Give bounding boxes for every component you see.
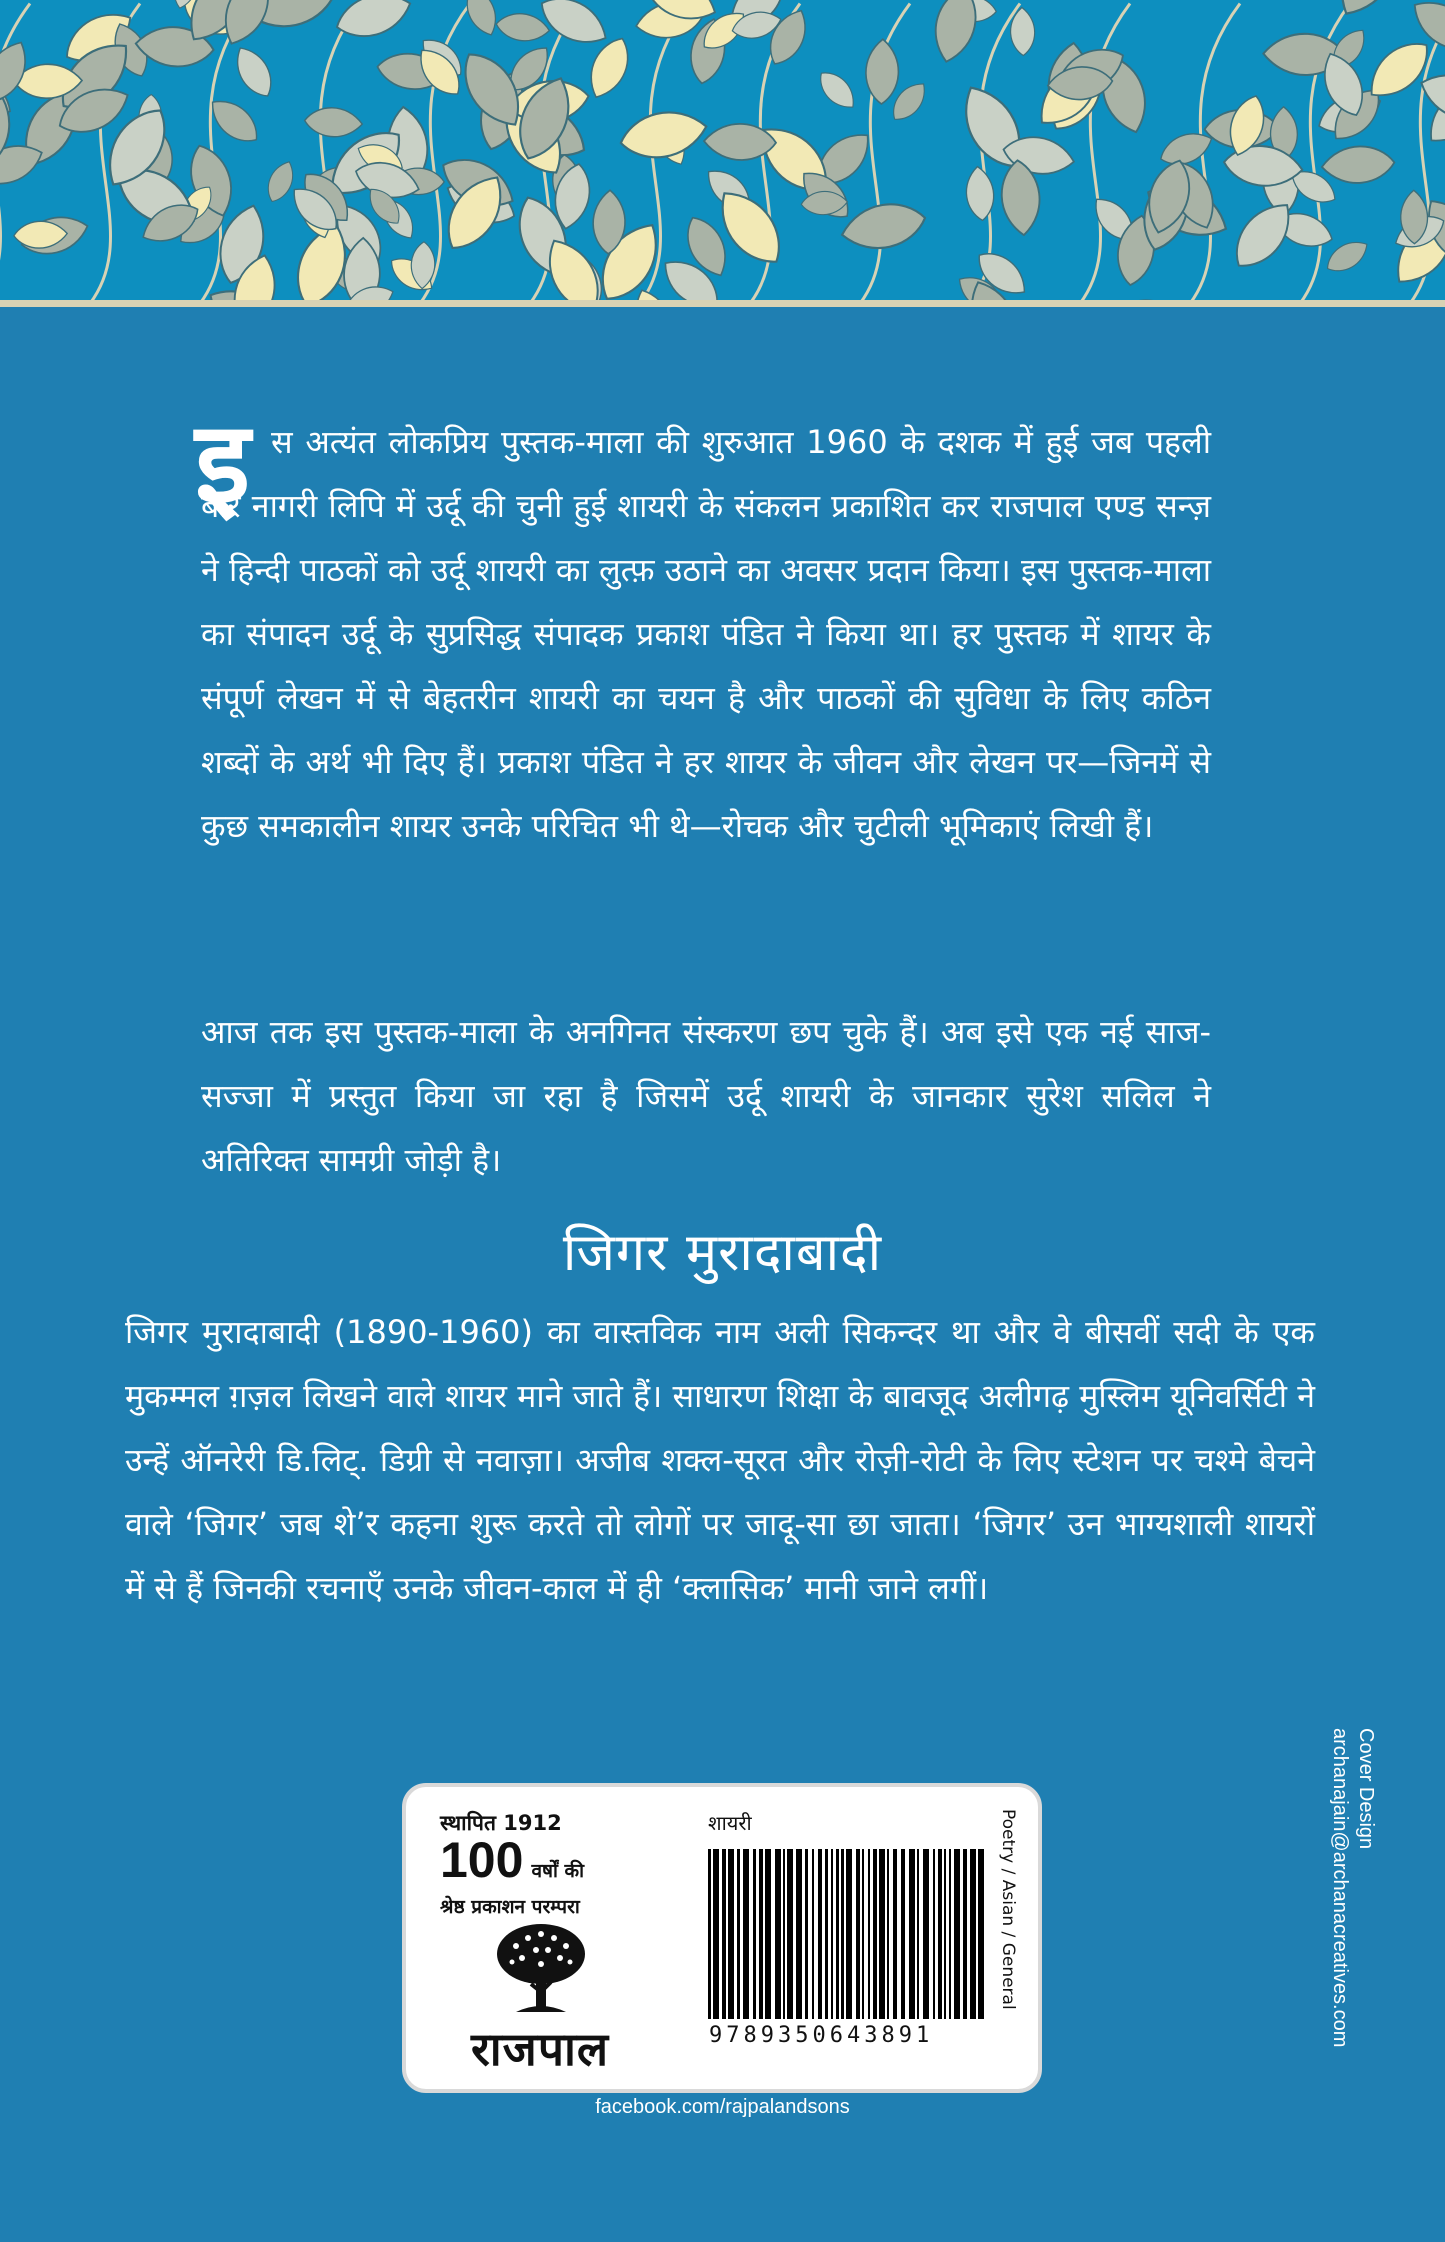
intro-paragraph-2: आज तक इस पुस्तक-माला के अनगिनत संस्करण छप चुके हैं। अब इसे एक नई साज-सज्जा में प्रस्तुत किया जा रहा है जिसमें उर्दू शायरी के जानकार सुरेश सलिल ने अतिरिक्त सामग्री जोड़ी है। [201, 1013, 1211, 1179]
poet-biography: जिगर मुरादाबादी (1890-1960) का वास्तविक नाम अली सिकन्दर था और वे बीसवीं सदी के एक मुकम्मल ग़ज़ल लिखने वाले शायर माने जाते हैं। साधारण शिक्षा के बावजूद अलीगढ़ मुस्लिम यूनिवर्सिटी ने उन्हें ऑनरेरी डि.लिट्. डिग्री से नवाज़ा। अजीब शक्ल-सूरत और रोज़ी-रोटी के लिए स्टेशन पर चश्मे बेचने वाले ‘जिगर’ जब शे’र कहना शुरू करते तो लोगों पर जादू-सा छा जाता। ‘जिगर’ उन भाग्यशाली शायरों में से हैं जिनकी रचनाएँ उनके जीवन-काल में ही ‘क्लासिक’ मानी जाने लगीं। [125, 1313, 1315, 1607]
cover-design-email: archanajain@archanacreatives.com [1329, 1728, 1351, 2048]
facebook-link: facebook.com/rajpalandsons [595, 2096, 850, 2118]
barcode-bar [970, 1849, 976, 2019]
barcode-bar [944, 1849, 946, 2019]
genre-text: Poetry / Asian / General [998, 1809, 1018, 2010]
publisher-box [440, 1809, 670, 1920]
barcode-bar [737, 1849, 740, 2019]
years-number: 100 [440, 1832, 524, 1888]
barcode-bar [893, 1849, 897, 2019]
barcode-bar [963, 1849, 967, 2019]
barcode [706, 1849, 986, 2021]
isbn-number: 9789350643891 [709, 2023, 934, 2048]
barcode-bar [879, 1849, 885, 2019]
intro-paragraph-1-text: स अत्यंत लोकप्रिय पुस्तक-माला की शुरुआत 1960 के दशक में हुई जब पहली बार नागरी लिपि में उर्दू की चुनी हुई शायरी के संकलन प्रकाशित कर राजपाल एण्ड सन्ज़ ने हिन्दी पाठकों को उर्दू शायरी का लुत्फ़ उठाने का अवसर प्रदान किया। इस पुस्तक-माला का संपादन उर्दू के सुप्रसिद्ध संपादक प्रकाश पंडित ने किया था। हर पुस्तक में शायर के संपूर्ण लेखन में से बेहतरीन शायरी का चयन है और पाठकों की सुविधा के लिए कठिन शब्दों के अर्थ भी दिए हैं। प्रकाश पंडित ने हर शायर के जीवन और लेखन पर—जिनमें से कुछ समकालीन शायर उनके परिचित भी थे—रोचक और चुटीली भूमिकाएं लिखी हैं। [201, 423, 1211, 845]
barcode-bar [765, 1849, 771, 2019]
barcode-bar [923, 1849, 929, 2019]
barcode-bar [796, 1849, 802, 2019]
barcode-bar [743, 1849, 749, 2019]
poet-title: जिगर मुरादाबादी [562, 1223, 883, 1283]
barcode-bar [825, 1849, 828, 2019]
barcode-bar [831, 1849, 833, 2019]
barcode-bar [949, 1849, 951, 2019]
barcode-bar [753, 1849, 756, 2019]
barcode-bar [805, 1849, 808, 2019]
category-label: शायरी [708, 1811, 752, 1835]
barcode-bar [818, 1849, 822, 2019]
barcode-bar [933, 1849, 935, 2019]
publisher-label-card [402, 1783, 1042, 2093]
barcode-bar [873, 1849, 877, 2019]
barcode-bar [713, 1849, 719, 2019]
barcode-bar [901, 1849, 905, 2019]
barcode-bar [759, 1849, 763, 2019]
barcode-bar [938, 1849, 942, 2019]
barcode-bar [868, 1849, 870, 2019]
barcode-bar [909, 1849, 915, 2019]
publisher-name: राजपाल [470, 2022, 610, 2076]
barcode-bar [917, 1849, 919, 2019]
barcode-bar [856, 1849, 860, 2019]
tree-logo-icon [486, 1922, 596, 2017]
barcode-bar [862, 1849, 864, 2019]
barcode-bar [887, 1849, 889, 2019]
years-suffix: वर्षों की [531, 1860, 585, 1882]
barcode-bar [954, 1849, 960, 2019]
cover-design-label: Cover Design [1355, 1728, 1377, 1850]
barcode-bar [978, 1849, 984, 2019]
tradition-text: श्रेष्ठ प्रकाशन परम्परा [440, 1896, 580, 1918]
barcode-bar [812, 1849, 814, 2019]
barcode-bar [836, 1849, 839, 2019]
barcode-bar [775, 1849, 781, 2019]
barcode-bar [846, 1849, 852, 2019]
barcode-bar [708, 1849, 711, 2019]
years-row [440, 1832, 670, 1894]
pattern-border [0, 300, 1445, 307]
established-text: स्थापित 1912 [440, 1811, 562, 1835]
barcode-bar [841, 1849, 844, 2019]
intro-paragraph-1 [201, 410, 1211, 858]
drop-cap: इ [195, 398, 250, 528]
barcode-bar [783, 1849, 785, 2019]
barcode-bar [728, 1849, 734, 2019]
barcode-bar [722, 1849, 726, 2019]
cover-design-credit [1327, 1728, 1379, 2047]
leaf-pattern-header [0, 0, 1445, 307]
barcode-bar [787, 1849, 793, 2019]
